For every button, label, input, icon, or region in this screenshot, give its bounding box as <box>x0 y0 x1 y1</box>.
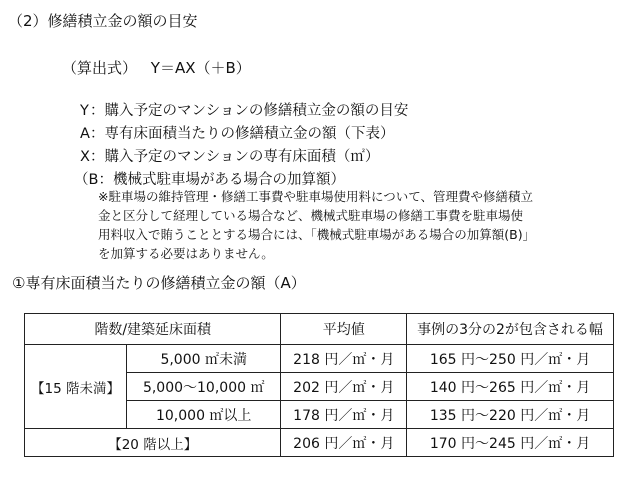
table-title: ①専有床面積当たりの修繕積立金の額（A） <box>12 274 306 292</box>
definition-b <box>74 168 345 189</box>
group-label-20-plus: 【20 階以上】 <box>25 429 281 457</box>
reserve-fund-table <box>24 313 614 457</box>
definition-key: X <box>80 149 90 165</box>
header-range: 事例の3分の2が包含される幅 <box>407 314 614 345</box>
definition-text: ：専有床面積当たりの修繕積立金の額（下表） <box>90 126 395 142</box>
average-cell: 202 円／㎡・月 <box>281 373 407 401</box>
note-line-1: ※駐車場の維持管理・修繕工事費や駐車場使用料について、管理費や修繕積立 <box>98 189 533 204</box>
table-row <box>25 345 614 373</box>
average-cell: 206 円／㎡・月 <box>281 429 407 457</box>
note-line-3: 用料収入で賄うこととする場合には、「機械式駐車場がある場合の加算額(B)」 <box>98 227 536 242</box>
note-line-2: 金と区分して経理している場合など、機械式駐車場の修繕工事費を駐車場使 <box>98 208 524 223</box>
area-cell: 10,000 ㎡以上 <box>126 401 280 429</box>
range-cell: 140 円～265 円／㎡・月 <box>407 373 614 401</box>
definition-text: ：購入予定のマンションの修繕積立金の額の目安 <box>90 103 409 119</box>
area-cell: 5,000～10,000 ㎡ <box>126 373 280 401</box>
definition-y <box>80 99 408 120</box>
definition-key: Y <box>80 103 89 119</box>
definition-x <box>80 145 379 166</box>
note-line-4: を加算する必要はありません。 <box>98 246 274 261</box>
header-floors-area: 階数/建築延床面積 <box>25 314 281 345</box>
header-average: 平均値 <box>281 314 407 345</box>
range-cell: 165 円～250 円／㎡・月 <box>407 345 614 373</box>
group-label-under-15: 【15 階未満】 <box>25 345 127 429</box>
area-cell: 5,000 ㎡未満 <box>126 345 280 373</box>
definition-a <box>80 122 395 143</box>
formula-line <box>62 57 251 78</box>
definition-text: ：購入予定のマンションの専有床面積（㎡） <box>90 149 380 165</box>
range-cell: 135 円～220 円／㎡・月 <box>407 401 614 429</box>
definition-key: （B <box>74 172 99 188</box>
definition-key: A <box>80 126 90 142</box>
formula-label: （算出式） <box>62 59 138 77</box>
table-row <box>25 429 614 457</box>
formula-expression: Y＝AX（＋B） <box>150 59 251 77</box>
average-cell: 218 円／㎡・月 <box>281 345 407 373</box>
average-cell: 178 円／㎡・月 <box>281 401 407 429</box>
section-heading: （2）修繕積立金の額の目安 <box>8 12 198 30</box>
range-cell: 170 円～245 円／㎡・月 <box>407 429 614 457</box>
table-header-row <box>25 314 614 345</box>
definition-text: ：機械式駐車場がある場合の加算額） <box>98 172 345 188</box>
